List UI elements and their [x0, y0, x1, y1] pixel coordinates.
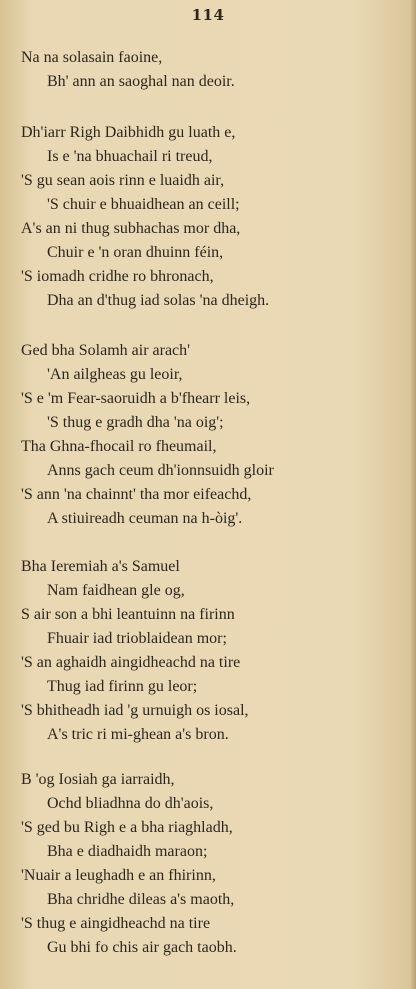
verse-line: Dh'iarr Righ Daibhidh gu luath e, — [21, 124, 236, 141]
verse-line: Gu bhi fo chis air gach taobh. — [47, 939, 237, 956]
verse-line: Bha chridhe dileas a's maoth, — [47, 891, 235, 908]
verse-line: Chuir e 'n oran dhuinn féin, — [47, 244, 224, 261]
verse-line: Fhuair iad trioblaidean mor; — [47, 630, 227, 647]
stanza — [21, 555, 411, 747]
verse-line: 'Nuair a leughadh e an fhirinn, — [21, 867, 216, 884]
verse-line: 'S ann 'na chainnt' tha mor eifeachd, — [21, 486, 252, 503]
verse-line: Bha Ieremiah a's Samuel — [21, 558, 180, 575]
verse-line: Ged bha Solamh air arach' — [21, 342, 191, 359]
verse-line: 'S iomadh cridhe ro bhronach, — [21, 268, 214, 285]
verse-line: 'S bhitheadh iad 'g urnuigh os iosal, — [21, 702, 249, 719]
verse-line: 'S gu sean aois rinn e luaidh air, — [21, 172, 225, 189]
page-edge-shadow — [410, 0, 416, 989]
verse-line: 'S an aghaidh aingidheachd na tire — [21, 654, 241, 671]
stanza — [21, 768, 411, 960]
verse-line: Anns gach ceum dh'ionnsuidh gloir — [47, 462, 274, 479]
stanza — [21, 46, 411, 94]
verse-line: B 'og Iosiah ga iarraidh, — [21, 771, 175, 788]
verse-line: S air son a bhi leantuinn na firinn — [21, 606, 235, 623]
page-number: 114 — [191, 6, 225, 24]
verse-line: Tha Ghna-fhocail ro fheumail, — [21, 438, 217, 455]
verse-line: Is e 'na bhuachail ri treud, — [47, 148, 213, 165]
verse-line: A's tric ri mi-ghean a's bron. — [47, 726, 229, 743]
verse-line: Thug iad firinn gu leor; — [47, 678, 198, 695]
verse-line: 'S chuir e bhuaidhean an ceill; — [47, 196, 240, 213]
verse-line: A's an ni thug subhachas mor dha, — [21, 220, 241, 237]
verse-line: Ochd bliadhna do dh'aois, — [47, 795, 214, 812]
verse-line: 'S ged bu Righ e a bha riaghladh, — [21, 819, 233, 836]
verse-line: Bh' ann an saoghal nan deoir. — [47, 73, 235, 90]
verse-line: 'S e 'm Fear-saoruidh a b'fhearr leis, — [21, 390, 251, 407]
verse-line: Na na solasain faoine, — [21, 49, 163, 66]
verse-line: 'An ailgheas gu leoir, — [47, 366, 183, 383]
verse-line: 'S thug e aingidheachd na tire — [21, 915, 211, 932]
verse-line: A stiuireadh ceuman na h-òig'. — [47, 510, 243, 527]
verse-line: Dha an d'thug iad solas 'na dheigh. — [47, 292, 270, 309]
stanza — [21, 121, 411, 313]
stanza — [21, 339, 411, 531]
verse-line: Bha e diadhaidh maraon; — [47, 843, 208, 860]
verse-line: 'S thug e gradh dha 'na oig'; — [47, 414, 224, 431]
verse-line: Nam faidhean gle og, — [47, 582, 185, 599]
